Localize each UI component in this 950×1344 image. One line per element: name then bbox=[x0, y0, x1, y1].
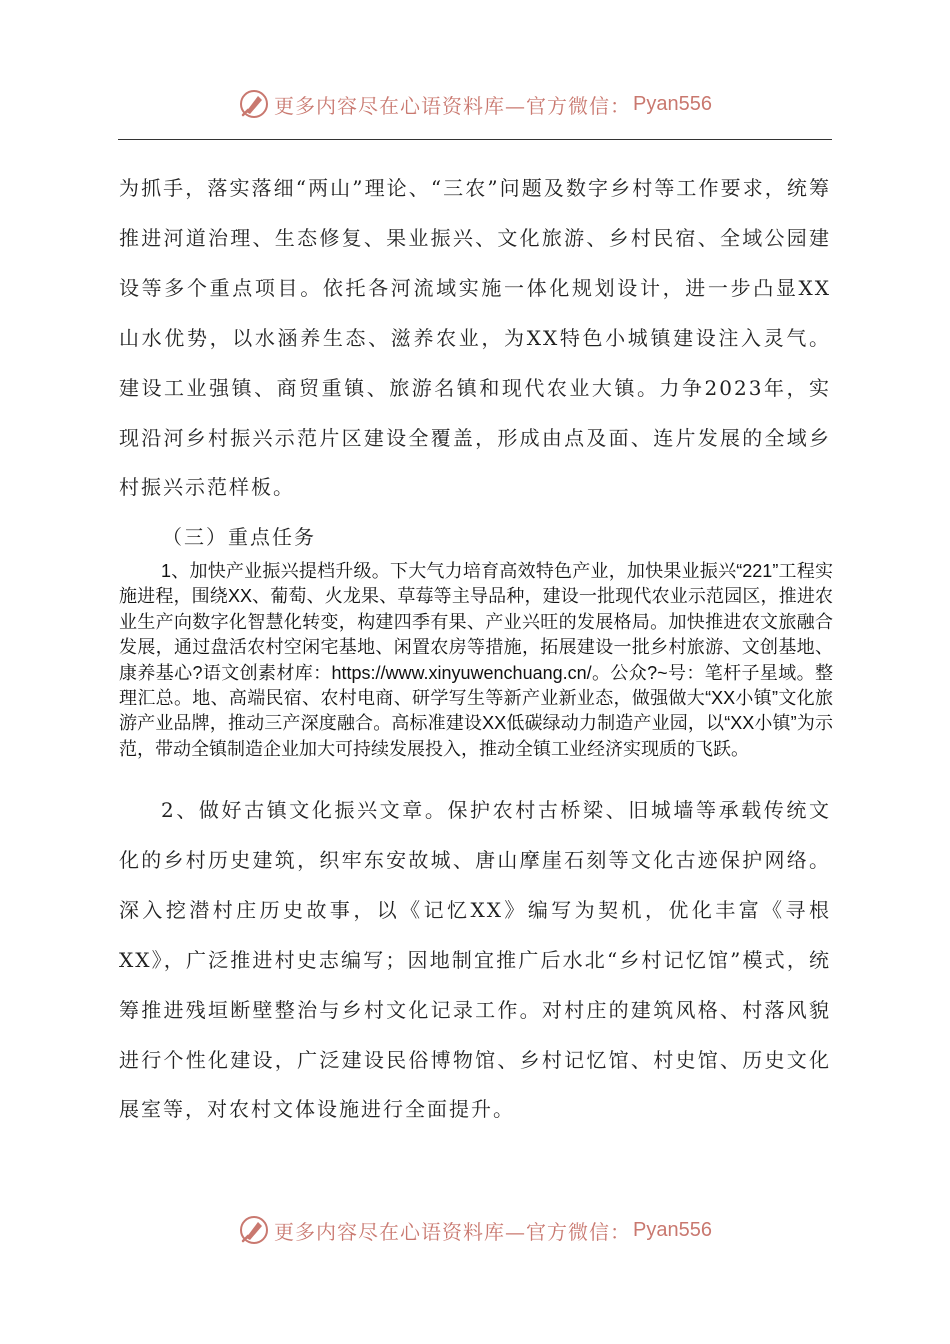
banner-wechat-id: Pyan556 bbox=[633, 92, 712, 115]
banner-text: 更多内容尽在心语资料库—官方微信： bbox=[274, 1219, 632, 1244]
header-divider bbox=[118, 139, 832, 140]
body-paragraph-1: 为抓手，落实落细“两山”理论、“三农”问题及数字乡村等工作要求，统筹推进河道治理、生态修复、果业振兴、文化旅游、乡村民宿、全域公园建设等多个重点项目。依托各河流域实施一体化规划设计，进一步凸显XX山水优势，以水涵养生态、滋养农业，为XX特色小城镇建设注入灵气。建设工业强镇、商贸重镇、旅游名镇和现代农业大镇。力争2023年，实现沿河乡村振兴示范片区建设全覆盖，形成由点及面、连片发展的全域乡村振兴示范样板。 bbox=[119, 176, 831, 500]
pen-nib-logo-icon bbox=[238, 88, 270, 120]
body-paragraph-2: 1、加快产业振兴提档升级。下大气力培育高效特色产业，加快果业振兴“221”工程实施进程，围绕XX、葡萄、火龙果、草莓等主导品种，建设一批现代农业示范园区，推进农业生产向数字化智慧化转变，构建四季有果、产业兴旺的发展格局。加快推进农文旅融合发展，通过盘活农村空闲宅基地、闲置农房等措施，拓展建设一批乡村旅游、文创基地、康养基心?语文创素材库：https://www.xinyuwenchuang.cn/。公众?~号：笔杆子星域。整理汇总。地、高端民宿、农村电商、研学写生等新产业新业态，做强做大“XX小镇”文化旅游产业品牌，推动三产深度融合。高标准建设XX低碳绿动力制造产业园，以“XX小镇”为示范，带动全镇制造企业加大可持续发展投入，推动全镇工业经济实现质的飞跃。 bbox=[119, 561, 833, 759]
banner-wechat-id: Pyan556 bbox=[633, 1218, 712, 1241]
header-watermark-banner bbox=[0, 84, 950, 124]
section-heading: （三）重点任务 bbox=[162, 525, 316, 549]
footer-watermark-banner bbox=[0, 1210, 950, 1250]
body-paragraph-3: 2、做好古镇文化振兴文章。保护农村古桥梁、旧城墙等承载传统文化的乡村历史建筑，织牢东安故城、唐山摩崖石刻等文化古迹保护网络。深入挖潜村庄历史故事，以《记忆XX》编写为契机，优化丰富《寻根XX》，广泛推进村史志编写；因地制宜推广后水北“乡村记忆馆”模式，统筹推进残垣断壁整治与乡村文化记录工作。对村庄的建筑风格、村落风貌进行个性化建设，广泛建设民俗博物馆、乡村记忆馆、村史馆、历史文化展室等，对农村文体设施进行全面提升。 bbox=[119, 798, 831, 1122]
banner-text: 更多内容尽在心语资料库—官方微信： bbox=[274, 93, 632, 118]
pen-nib-logo-icon bbox=[238, 1214, 270, 1246]
